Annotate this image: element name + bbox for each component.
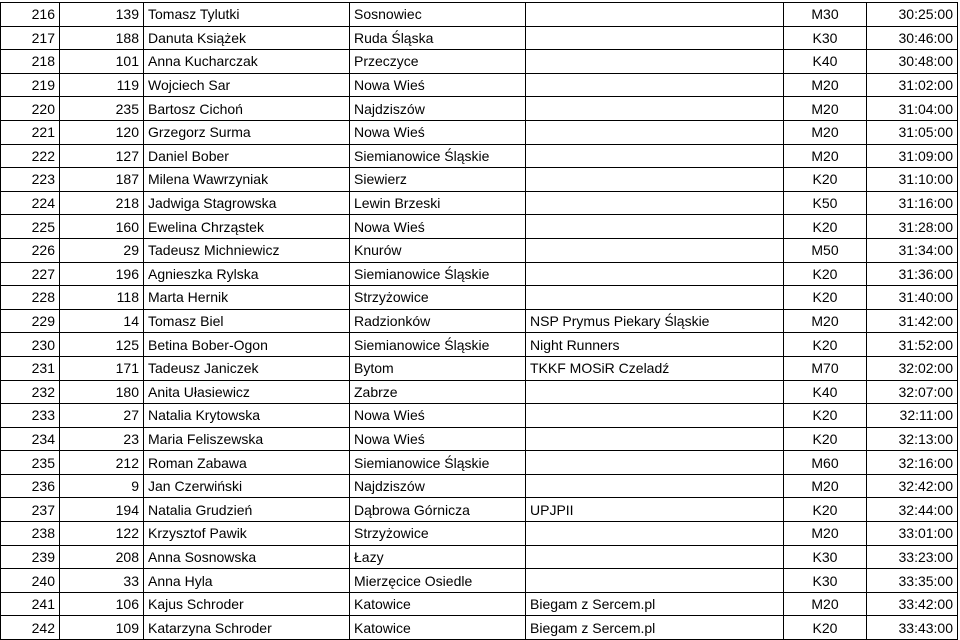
results-body [1,3,958,640]
name-cell: Agnieszka Rylska [144,262,350,286]
bib-cell: 14 [60,309,144,333]
time-cell: 31:16:00 [867,191,958,215]
place-cell: 221 [1,120,60,144]
category-cell: K40 [784,380,867,404]
table-row [1,474,958,498]
club-cell [526,238,784,262]
time-cell: 32:02:00 [867,356,958,380]
city-cell: Katowice [350,592,526,616]
category-cell: M20 [784,522,867,546]
club-cell: UPJPII [526,498,784,522]
name-cell: Jan Czerwiński [144,474,350,498]
table-row [1,380,958,404]
place-cell: 220 [1,97,60,121]
place-cell: 217 [1,26,60,50]
name-cell: Marta Hernik [144,286,350,310]
bib-cell: 118 [60,286,144,310]
table-row [1,356,958,380]
category-cell: M20 [784,120,867,144]
time-cell: 31:40:00 [867,286,958,310]
category-cell: M20 [784,73,867,97]
city-cell: Nowa Wieś [350,427,526,451]
city-cell: Radzionków [350,309,526,333]
category-cell: K30 [784,26,867,50]
table-row [1,451,958,475]
bib-cell: 194 [60,498,144,522]
city-cell: Katowice [350,616,526,640]
time-cell: 31:05:00 [867,120,958,144]
club-cell [526,427,784,451]
club-cell: TKKF MOSiR Czeladź [526,356,784,380]
table-row [1,262,958,286]
bib-cell: 235 [60,97,144,121]
bib-cell: 218 [60,191,144,215]
place-cell: 218 [1,50,60,74]
club-cell [526,474,784,498]
place-cell: 216 [1,3,60,27]
place-cell: 238 [1,522,60,546]
club-cell [526,26,784,50]
category-cell: K20 [784,404,867,428]
city-cell: Siemianowice Śląskie [350,451,526,475]
name-cell: Anna Sosnowska [144,545,350,569]
time-cell: 32:11:00 [867,404,958,428]
name-cell: Roman Zabawa [144,451,350,475]
category-cell: K50 [784,191,867,215]
place-cell: 226 [1,238,60,262]
name-cell: Tomasz Tylutki [144,3,350,27]
table-row [1,73,958,97]
name-cell: Wojciech Sar [144,73,350,97]
bib-cell: 208 [60,545,144,569]
place-cell: 237 [1,498,60,522]
city-cell: Siemianowice Śląskie [350,333,526,357]
city-cell: Siemianowice Śląskie [350,262,526,286]
club-cell [526,545,784,569]
name-cell: Betina Bober-Ogon [144,333,350,357]
bib-cell: 109 [60,616,144,640]
time-cell: 31:09:00 [867,144,958,168]
city-cell: Strzyżowice [350,522,526,546]
category-cell: K30 [784,569,867,593]
name-cell: Tadeusz Michniewicz [144,238,350,262]
name-cell: Kajus Schroder [144,592,350,616]
name-cell: Anna Hyla [144,569,350,593]
club-cell [526,215,784,239]
place-cell: 240 [1,569,60,593]
place-cell: 235 [1,451,60,475]
club-cell [526,3,784,27]
time-cell: 32:07:00 [867,380,958,404]
city-cell: Najdziszów [350,474,526,498]
category-cell: K20 [784,333,867,357]
table-row [1,144,958,168]
club-cell [526,451,784,475]
time-cell: 31:04:00 [867,97,958,121]
place-cell: 222 [1,144,60,168]
place-cell: 233 [1,404,60,428]
name-cell: Natalia Grudzień [144,498,350,522]
bib-cell: 9 [60,474,144,498]
city-cell: Mierzęcice Osiedle [350,569,526,593]
category-cell: K20 [784,262,867,286]
city-cell: Ruda Śląska [350,26,526,50]
category-cell: K20 [784,215,867,239]
city-cell: Siemianowice Śląskie [350,144,526,168]
place-cell: 229 [1,309,60,333]
place-cell: 234 [1,427,60,451]
city-cell: Nowa Wieś [350,73,526,97]
city-cell: Dąbrowa Górnicza [350,498,526,522]
table-row [1,569,958,593]
city-cell: Przeczyce [350,50,526,74]
club-cell [526,73,784,97]
place-cell: 228 [1,286,60,310]
table-row [1,309,958,333]
club-cell [526,191,784,215]
category-cell: M50 [784,238,867,262]
name-cell: Maria Feliszewska [144,427,350,451]
club-cell [526,168,784,192]
city-cell: Strzyżowice [350,286,526,310]
time-cell: 31:10:00 [867,168,958,192]
place-cell: 219 [1,73,60,97]
bib-cell: 212 [60,451,144,475]
table-row [1,592,958,616]
category-cell: M30 [784,3,867,27]
place-cell: 231 [1,356,60,380]
club-cell [526,286,784,310]
time-cell: 31:34:00 [867,238,958,262]
place-cell: 232 [1,380,60,404]
time-cell: 30:46:00 [867,26,958,50]
city-cell: Lewin Brzeski [350,191,526,215]
category-cell: M60 [784,451,867,475]
club-cell [526,144,784,168]
category-cell: K20 [784,286,867,310]
club-cell [526,262,784,286]
table-row [1,545,958,569]
bib-cell: 120 [60,120,144,144]
table-row [1,404,958,428]
name-cell: Tomasz Biel [144,309,350,333]
place-cell: 236 [1,474,60,498]
time-cell: 31:52:00 [867,333,958,357]
table-row [1,522,958,546]
time-cell: 31:36:00 [867,262,958,286]
name-cell: Bartosz Cichoń [144,97,350,121]
table-row [1,3,958,27]
time-cell: 33:42:00 [867,592,958,616]
place-cell: 224 [1,191,60,215]
bib-cell: 23 [60,427,144,451]
time-cell: 32:44:00 [867,498,958,522]
category-cell: M20 [784,592,867,616]
name-cell: Krzysztof Pawik [144,522,350,546]
category-cell: K20 [784,616,867,640]
bib-cell: 101 [60,50,144,74]
club-cell [526,50,784,74]
table-row [1,120,958,144]
category-cell: K20 [784,427,867,451]
category-cell: K40 [784,50,867,74]
bib-cell: 196 [60,262,144,286]
time-cell: 31:28:00 [867,215,958,239]
table-row [1,427,958,451]
bib-cell: 122 [60,522,144,546]
club-cell [526,522,784,546]
bib-cell: 125 [60,333,144,357]
time-cell: 33:01:00 [867,522,958,546]
name-cell: Milena Wawrzyniak [144,168,350,192]
table-row [1,286,958,310]
bib-cell: 27 [60,404,144,428]
category-cell: M20 [784,97,867,121]
club-cell: Biegam z Sercem.pl [526,616,784,640]
table-row [1,26,958,50]
category-cell: M20 [784,144,867,168]
city-cell: Sosnowiec [350,3,526,27]
time-cell: 32:16:00 [867,451,958,475]
place-cell: 241 [1,592,60,616]
name-cell: Tadeusz Janiczek [144,356,350,380]
club-cell [526,404,784,428]
club-cell [526,569,784,593]
table-row [1,97,958,121]
place-cell: 239 [1,545,60,569]
bib-cell: 187 [60,168,144,192]
bib-cell: 106 [60,592,144,616]
category-cell: M20 [784,474,867,498]
name-cell: Katarzyna Schroder [144,616,350,640]
results-table [0,2,958,640]
club-cell [526,97,784,121]
time-cell: 33:23:00 [867,545,958,569]
time-cell: 32:13:00 [867,427,958,451]
club-cell: NSP Prymus Piekary Śląskie [526,309,784,333]
bib-cell: 171 [60,356,144,380]
city-cell: Nowa Wieś [350,404,526,428]
place-cell: 225 [1,215,60,239]
bib-cell: 188 [60,26,144,50]
category-cell: K20 [784,168,867,192]
table-row [1,50,958,74]
name-cell: Anna Kucharczak [144,50,350,74]
name-cell: Danuta Książek [144,26,350,50]
time-cell: 32:42:00 [867,474,958,498]
city-cell: Bytom [350,356,526,380]
time-cell: 33:35:00 [867,569,958,593]
city-cell: Najdziszów [350,97,526,121]
name-cell: Jadwiga Stagrowska [144,191,350,215]
club-cell: Night Runners [526,333,784,357]
time-cell: 31:42:00 [867,309,958,333]
bib-cell: 139 [60,3,144,27]
table-row [1,238,958,262]
name-cell: Ewelina Chrząstek [144,215,350,239]
city-cell: Zabrze [350,380,526,404]
name-cell: Grzegorz Surma [144,120,350,144]
bib-cell: 127 [60,144,144,168]
club-cell [526,380,784,404]
category-cell: K20 [784,498,867,522]
city-cell: Łazy [350,545,526,569]
category-cell: M70 [784,356,867,380]
category-cell: K30 [784,545,867,569]
table-row [1,498,958,522]
name-cell: Anita Ułasiewicz [144,380,350,404]
time-cell: 30:25:00 [867,3,958,27]
club-cell: Biegam z Sercem.pl [526,592,784,616]
place-cell: 227 [1,262,60,286]
bib-cell: 119 [60,73,144,97]
table-row [1,191,958,215]
place-cell: 242 [1,616,60,640]
city-cell: Knurów [350,238,526,262]
bib-cell: 33 [60,569,144,593]
place-cell: 223 [1,168,60,192]
bib-cell: 180 [60,380,144,404]
club-cell [526,120,784,144]
category-cell: M20 [784,309,867,333]
city-cell: Nowa Wieś [350,120,526,144]
table-row [1,333,958,357]
city-cell: Nowa Wieś [350,215,526,239]
name-cell: Natalia Krytowska [144,404,350,428]
time-cell: 31:02:00 [867,73,958,97]
bib-cell: 29 [60,238,144,262]
bib-cell: 160 [60,215,144,239]
place-cell: 230 [1,333,60,357]
time-cell: 30:48:00 [867,50,958,74]
time-cell: 33:43:00 [867,616,958,640]
table-row [1,215,958,239]
name-cell: Daniel Bober [144,144,350,168]
city-cell: Siewierz [350,168,526,192]
table-row [1,168,958,192]
